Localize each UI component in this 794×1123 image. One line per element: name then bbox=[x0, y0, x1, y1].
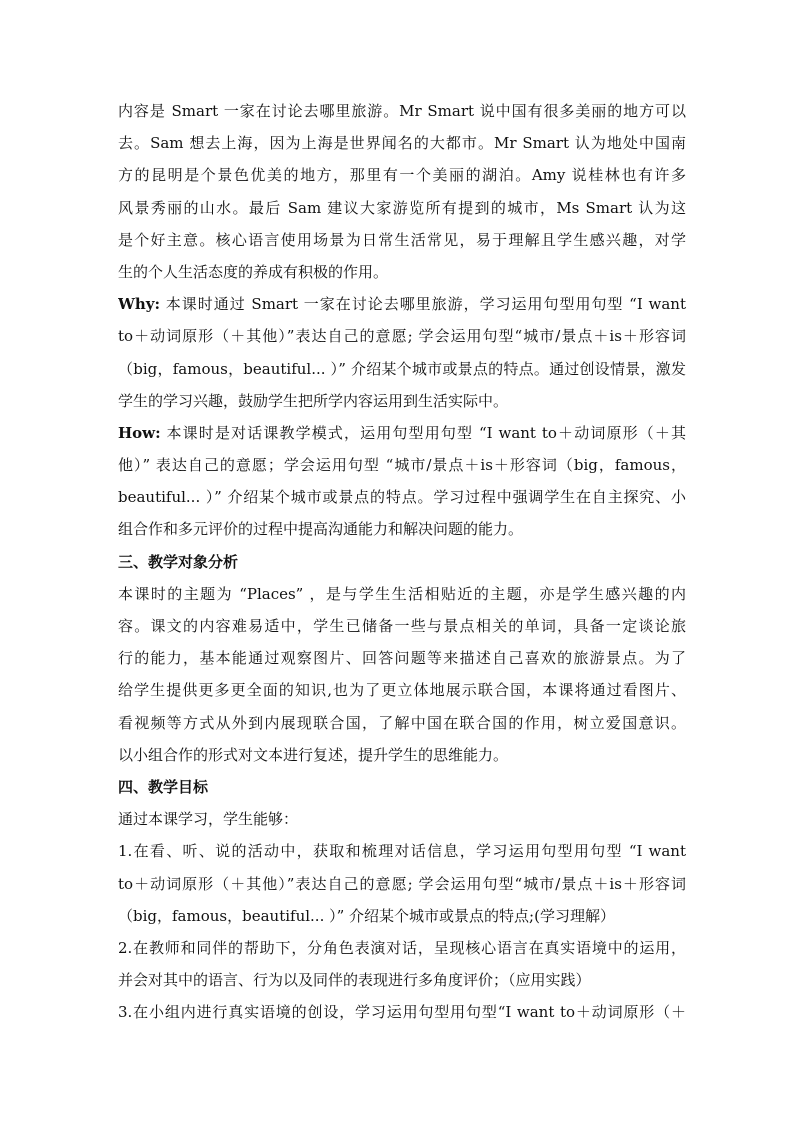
text-line bbox=[118, 385, 686, 417]
text-line bbox=[118, 707, 686, 739]
text-line bbox=[118, 513, 686, 545]
text-line bbox=[118, 224, 686, 256]
line-text: 去。Sam 想去上海，因为上海是世界闻名的大都市。Mr Smart 认为地处中国南 bbox=[118, 134, 686, 153]
line-text: 容。课文的内容难易适中，学生已储备一些与景点相关的单词，具备一定谈论旅 bbox=[118, 617, 686, 635]
line-text: 通过本课学习，学生能够： bbox=[118, 810, 299, 829]
text-line bbox=[118, 642, 686, 674]
text-line bbox=[118, 900, 686, 932]
line-text: 组合作和多元评价的过程中提高沟通能力和解决问题的能力。 bbox=[118, 520, 524, 539]
line-text: 给学生提供更多更全面的知识,也为了更立体地展示联合国，本课将通过看图片、 bbox=[118, 681, 686, 700]
text-line bbox=[118, 95, 686, 127]
line-text: 以小组合作的形式对文本进行复述，提升学生的思维能力。 bbox=[118, 745, 509, 764]
section-heading bbox=[118, 771, 686, 803]
line-text: 2.在教师和同伴的帮助下，分角色表演对话，呈现核心语言在真实语境中的运用， bbox=[118, 938, 686, 957]
line-text: 本课时的主题为 “Places” ，是与学生生活相贴近的主题，亦是学生感兴趣的内 bbox=[118, 584, 686, 603]
text-line bbox=[118, 932, 686, 964]
line-text: 内容是 Smart 一家在讨论去哪里旅游。Mr Smart 说中国有很多美丽的地方可以 bbox=[118, 102, 686, 120]
line-text: 3.在小组内进行真实语境的创设，学习运用句型用句型“I want to＋动词原形（＋ bbox=[118, 1003, 686, 1022]
section-heading bbox=[118, 546, 686, 578]
line-text: 他）” 表达自己的意愿；学会运用句型 “城市/景点＋is＋形容词（big，famous， bbox=[118, 456, 686, 475]
text-line bbox=[118, 739, 686, 771]
line-text: to＋动词原形（＋其他）”表达自己的意愿; 学会运用句型“城市/景点＋is＋形容词 bbox=[118, 874, 686, 893]
text-line bbox=[118, 481, 686, 513]
line-text: 看视频等方式从外到内展现联合国，了解中国在联合国的作用，树立爱国意识。 bbox=[118, 713, 686, 732]
text-line bbox=[118, 417, 686, 449]
text-line bbox=[118, 353, 686, 385]
text-line bbox=[118, 127, 686, 159]
line-text: 本课时通过 Smart 一家在讨论去哪里旅游，学习运用句型用句型 “I want bbox=[160, 295, 686, 314]
line-text: to＋动词原形（＋其他）”表达自己的意愿; 学会运用句型“城市/景点＋is＋形容词 bbox=[118, 327, 686, 346]
paragraph-lead: Why: bbox=[118, 295, 161, 314]
text-line bbox=[118, 996, 686, 1028]
line-text: 1.在看、听、说的活动中，获取和梳理对话信息，学习运用句型用句型 “I want bbox=[118, 842, 686, 861]
text-line bbox=[118, 320, 686, 352]
text-line bbox=[118, 159, 686, 191]
line-text: （big，famous，beautiful... ）” 介绍某个城市或景点的特点。通过创设情景，激发 bbox=[118, 359, 686, 378]
line-text: 行的能力，基本能通过观察图片、回答问题等来描述自己喜欢的旅游景点。为了 bbox=[118, 649, 686, 668]
text-line bbox=[118, 192, 686, 224]
text-line bbox=[118, 449, 686, 481]
line-text: 生的个人生活态度的养成有积极的作用。 bbox=[118, 262, 389, 281]
line-text: 学生的学习兴趣，鼓励学生把所学内容运用到生活实际中。 bbox=[118, 391, 509, 410]
paragraph-lead: How: bbox=[118, 423, 161, 442]
text-line bbox=[118, 256, 686, 288]
line-text: 三、教学对象分析 bbox=[118, 552, 239, 571]
line-text: 本课时是对话课教学模式，运用句型用句型 “I want to＋动词原形（＋其 bbox=[160, 423, 686, 442]
line-text: 是个好主意。核心语言使用场景为日常生活常见，易于理解且学生感兴趣，对学 bbox=[118, 230, 686, 249]
document-body bbox=[118, 95, 686, 1028]
text-line bbox=[118, 578, 686, 610]
text-line bbox=[118, 288, 686, 320]
line-text: 方的昆明是个景色优美的地方，那里有一个美丽的湖泊。Amy 说桂林也有许多 bbox=[118, 166, 686, 185]
text-line bbox=[118, 868, 686, 900]
text-line bbox=[118, 674, 686, 706]
text-line bbox=[118, 964, 686, 996]
line-text: 并会对其中的语言、行为以及同伴的表现进行多角度评价；（应用实践） bbox=[118, 971, 591, 990]
text-line bbox=[118, 610, 686, 642]
text-line bbox=[118, 835, 686, 867]
line-text: 四、教学目标 bbox=[118, 777, 209, 796]
line-text: （big，famous，beautiful... ）” 介绍某个城市或景点的特点;(学习理解） bbox=[118, 906, 615, 925]
text-line bbox=[118, 803, 686, 835]
line-text: 风景秀丽的山水。最后 Sam 建议大家游览所有提到的城市，Ms Smart 认为这 bbox=[118, 198, 686, 217]
line-text: beautiful... ）” 介绍某个城市或景点的特点。学习过程中强调学生在自主探究、小 bbox=[118, 488, 686, 507]
